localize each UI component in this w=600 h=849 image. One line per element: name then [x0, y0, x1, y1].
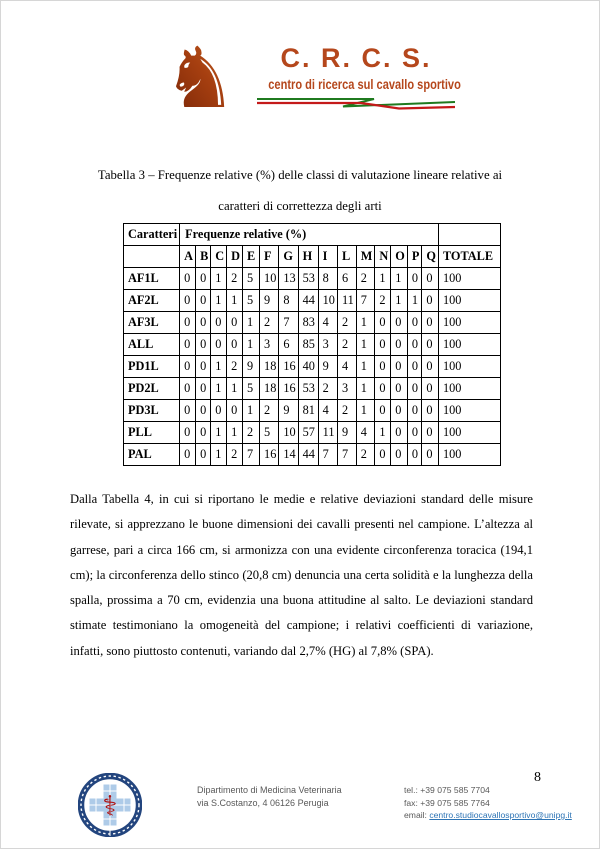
value-cell: 0: [196, 400, 211, 422]
value-cell: 2: [260, 312, 279, 334]
value-cell: 5: [260, 422, 279, 444]
value-cell: 9: [318, 356, 337, 378]
value-cell: 1: [375, 268, 391, 290]
department-address: via S.Costanzo, 4 06126 Perugia: [197, 797, 329, 808]
value-cell: 0: [180, 334, 196, 356]
table-row: [124, 268, 501, 290]
value-cell: 85: [298, 334, 318, 356]
row-label: AF3L: [124, 312, 180, 334]
footer-email-row: [404, 809, 572, 822]
value-cell: 1: [227, 378, 243, 400]
value-cell: 1: [391, 268, 408, 290]
value-cell: 16: [260, 444, 279, 466]
value-cell: 1: [227, 290, 243, 312]
value-cell: 4: [356, 422, 375, 444]
total-cell: 100: [438, 422, 500, 444]
value-cell: 2: [337, 400, 356, 422]
row-label: ALL: [124, 334, 180, 356]
class-header-C: C: [211, 246, 227, 268]
value-cell: 0: [375, 378, 391, 400]
value-cell: 2: [227, 444, 243, 466]
value-cell: 0: [422, 290, 439, 312]
value-cell: 0: [180, 422, 196, 444]
value-cell: 16: [279, 378, 298, 400]
value-cell: 0: [180, 356, 196, 378]
value-cell: 13: [279, 268, 298, 290]
table-row: [124, 356, 501, 378]
footer-tel: tel.: +39 075 585 7704: [404, 785, 490, 795]
value-cell: 2: [243, 422, 260, 444]
brand-acronym: C. R. C. S.: [280, 42, 432, 73]
value-cell: 0: [391, 334, 408, 356]
table-row: [124, 378, 501, 400]
value-cell: 0: [227, 334, 243, 356]
value-cell: 0: [196, 378, 211, 400]
value-cell: 0: [196, 290, 211, 312]
value-cell: 0: [391, 378, 408, 400]
value-cell: 0: [375, 312, 391, 334]
value-cell: 0: [407, 422, 422, 444]
value-cell: 0: [375, 334, 391, 356]
value-cell: 1: [243, 334, 260, 356]
total-cell: 100: [438, 268, 500, 290]
table-row: [124, 312, 501, 334]
value-cell: 0: [407, 334, 422, 356]
value-cell: 0: [422, 444, 439, 466]
row-label: PLL: [124, 422, 180, 444]
value-cell: 1: [407, 290, 422, 312]
value-cell: 2: [356, 268, 375, 290]
class-header-B: B: [196, 246, 211, 268]
value-cell: 3: [337, 378, 356, 400]
total-cell: 100: [438, 356, 500, 378]
value-cell: 5: [243, 378, 260, 400]
total-cell: 100: [438, 334, 500, 356]
footer-fax: fax: +39 075 585 7764: [404, 797, 490, 808]
total-cell: 100: [438, 378, 500, 400]
horse-glyph: ♞: [162, 29, 238, 125]
table-row: [124, 444, 501, 466]
table-caption: [1, 167, 599, 229]
table-caption-line1: Tabella 3 – Frequenze relative (%) delle classi di valutazione lineare relative ai: [97, 168, 503, 182]
value-cell: 1: [211, 290, 227, 312]
row-label: AF1L: [124, 268, 180, 290]
table-group-header: Frequenze relative (%): [180, 224, 439, 246]
value-cell: 3: [318, 334, 337, 356]
value-cell: 57: [298, 422, 318, 444]
row-label: PAL: [124, 444, 180, 466]
value-cell: 1: [356, 356, 375, 378]
value-cell: 53: [298, 378, 318, 400]
value-cell: 0: [211, 312, 227, 334]
table-row: [124, 334, 501, 356]
value-cell: 0: [391, 444, 408, 466]
value-cell: 0: [196, 334, 211, 356]
class-header-N: N: [375, 246, 391, 268]
value-cell: 2: [260, 400, 279, 422]
value-cell: 0: [375, 444, 391, 466]
page-number: 8: [534, 770, 541, 785]
value-cell: 1: [356, 378, 375, 400]
brand-block: [249, 43, 463, 110]
value-cell: 9: [243, 356, 260, 378]
value-cell: 0: [180, 444, 196, 466]
value-cell: 0: [180, 290, 196, 312]
value-cell: 18: [260, 378, 279, 400]
value-cell: 0: [407, 400, 422, 422]
value-cell: 53: [298, 268, 318, 290]
class-header-A: A: [180, 246, 196, 268]
class-header-H: H: [298, 246, 318, 268]
value-cell: 0: [196, 312, 211, 334]
table-corner-label: Caratteri: [124, 224, 180, 246]
department-name: Dipartimento di Medicina Veterinaria: [197, 785, 342, 795]
table-caption-line2: caratteri di correttezza degli arti: [218, 199, 382, 213]
value-cell: 10: [318, 290, 337, 312]
value-cell: 0: [196, 422, 211, 444]
total-cell: 100: [438, 444, 500, 466]
table-row: [124, 422, 501, 444]
value-cell: 0: [227, 312, 243, 334]
value-cell: 9: [337, 422, 356, 444]
value-cell: 2: [375, 290, 391, 312]
value-cell: 0: [422, 356, 439, 378]
value-cell: 0: [391, 356, 408, 378]
value-cell: 5: [243, 268, 260, 290]
total-header-spacer: [438, 224, 500, 246]
total-cell: 100: [438, 312, 500, 334]
class-header-P: P: [407, 246, 422, 268]
footer-email-link[interactable]: centro.studiocavallosportivo@unipg.it: [429, 810, 572, 820]
value-cell: 0: [196, 444, 211, 466]
value-cell: 1: [211, 378, 227, 400]
value-cell: 6: [279, 334, 298, 356]
value-cell: 2: [227, 356, 243, 378]
value-cell: 1: [211, 422, 227, 444]
value-cell: 0: [391, 422, 408, 444]
value-cell: 0: [407, 444, 422, 466]
value-cell: 7: [243, 444, 260, 466]
class-header-G: G: [279, 246, 298, 268]
value-cell: 0: [422, 334, 439, 356]
value-cell: 7: [279, 312, 298, 334]
value-cell: 14: [279, 444, 298, 466]
value-cell: 16: [279, 356, 298, 378]
value-cell: 18: [260, 356, 279, 378]
flag-ribbon-icon: [257, 96, 455, 110]
value-cell: 6: [337, 268, 356, 290]
body-paragraph: Dalla Tabella 4, in cui si riportano le medie e relative deviazioni standard delle misure rilevate, si apprezzano le buone dimensioni dei cavalli presenti nel campione. L’altezza al garrese, pari a circa 166 cm, si armonizza con una evidente circonferenza toracica (194,1 cm); la circonferenza dello stinco (20,8 cm) denuncia una certa solidità e la lunghezza della spalla, prossima a 70 cm, evidenzia una buona attitudine al salto. Le deviazioni standard stimate testimoniano la omogeneità del campione; i relativi coefficienti di variazione, infatti, sono piuttosto contenuti, variando dal 2,7% (HG) al 7,8% (SPA).: [70, 492, 533, 658]
value-cell: 3: [260, 334, 279, 356]
value-cell: 0: [391, 312, 408, 334]
value-cell: 1: [356, 312, 375, 334]
value-cell: 1: [356, 334, 375, 356]
value-cell: 0: [422, 422, 439, 444]
class-header-M: M: [356, 246, 375, 268]
value-cell: 2: [337, 312, 356, 334]
value-cell: 44: [298, 290, 318, 312]
value-cell: 9: [279, 400, 298, 422]
table-row: [124, 290, 501, 312]
value-cell: 1: [243, 312, 260, 334]
value-cell: 2: [318, 378, 337, 400]
class-header-O: O: [391, 246, 408, 268]
value-cell: 0: [180, 312, 196, 334]
value-cell: 0: [180, 400, 196, 422]
value-cell: 0: [180, 268, 196, 290]
value-cell: 11: [337, 290, 356, 312]
row-label: AF2L: [124, 290, 180, 312]
table-head: [124, 224, 501, 268]
value-cell: 0: [211, 400, 227, 422]
value-cell: 0: [422, 268, 439, 290]
value-cell: 0: [391, 400, 408, 422]
value-cell: 83: [298, 312, 318, 334]
value-cell: 0: [422, 312, 439, 334]
row-label: PD3L: [124, 400, 180, 422]
value-cell: 40: [298, 356, 318, 378]
footer-email-label: email:: [404, 810, 427, 820]
value-cell: 7: [356, 290, 375, 312]
value-cell: 0: [407, 312, 422, 334]
class-header-F: F: [260, 246, 279, 268]
total-cell: 100: [438, 400, 500, 422]
class-header-L: L: [337, 246, 356, 268]
value-cell: 1: [375, 422, 391, 444]
class-header-E: E: [243, 246, 260, 268]
value-cell: 0: [407, 356, 422, 378]
value-cell: 0: [196, 268, 211, 290]
corner-spacer-cell: [124, 246, 180, 268]
total-header: TOTALE: [438, 246, 500, 268]
value-cell: 0: [211, 334, 227, 356]
value-cell: 4: [337, 356, 356, 378]
footer-contacts: [404, 784, 572, 822]
value-cell: 44: [298, 444, 318, 466]
value-cell: 1: [211, 268, 227, 290]
value-cell: 10: [279, 422, 298, 444]
brand-subtitle: centro di ricerca sul cavallo sportivo: [268, 76, 461, 92]
seal-symbol-glyph: ⚕: [102, 789, 118, 823]
value-cell: 5: [243, 290, 260, 312]
value-cell: 81: [298, 400, 318, 422]
value-cell: 0: [227, 400, 243, 422]
value-cell: 1: [356, 400, 375, 422]
horse-logo-icon: [153, 27, 247, 125]
value-cell: 0: [407, 378, 422, 400]
value-cell: 1: [227, 422, 243, 444]
value-cell: 8: [279, 290, 298, 312]
crcs-header: [153, 27, 463, 125]
value-cell: 9: [260, 290, 279, 312]
value-cell: 8: [318, 268, 337, 290]
value-cell: 0: [196, 356, 211, 378]
class-header-I: I: [318, 246, 337, 268]
frequency-table: [123, 223, 501, 466]
university-seal-icon: [78, 773, 142, 837]
value-cell: 0: [375, 400, 391, 422]
value-cell: 10: [260, 268, 279, 290]
table-body: [124, 268, 501, 466]
table-row: [124, 400, 501, 422]
value-cell: 0: [375, 356, 391, 378]
value-cell: 2: [337, 334, 356, 356]
value-cell: 0: [407, 268, 422, 290]
value-cell: 4: [318, 312, 337, 334]
value-cell: 1: [211, 444, 227, 466]
value-cell: 1: [391, 290, 408, 312]
value-cell: 4: [318, 400, 337, 422]
footer-department: [197, 784, 342, 809]
value-cell: 11: [318, 422, 337, 444]
row-label: PD1L: [124, 356, 180, 378]
class-header-D: D: [227, 246, 243, 268]
row-label: PD2L: [124, 378, 180, 400]
value-cell: 2: [356, 444, 375, 466]
value-cell: 0: [422, 378, 439, 400]
value-cell: 0: [180, 378, 196, 400]
value-cell: 7: [318, 444, 337, 466]
total-cell: 100: [438, 290, 500, 312]
value-cell: 0: [422, 400, 439, 422]
value-cell: 1: [211, 356, 227, 378]
value-cell: 7: [337, 444, 356, 466]
value-cell: 1: [243, 400, 260, 422]
value-cell: 2: [227, 268, 243, 290]
class-header-Q: Q: [422, 246, 439, 268]
